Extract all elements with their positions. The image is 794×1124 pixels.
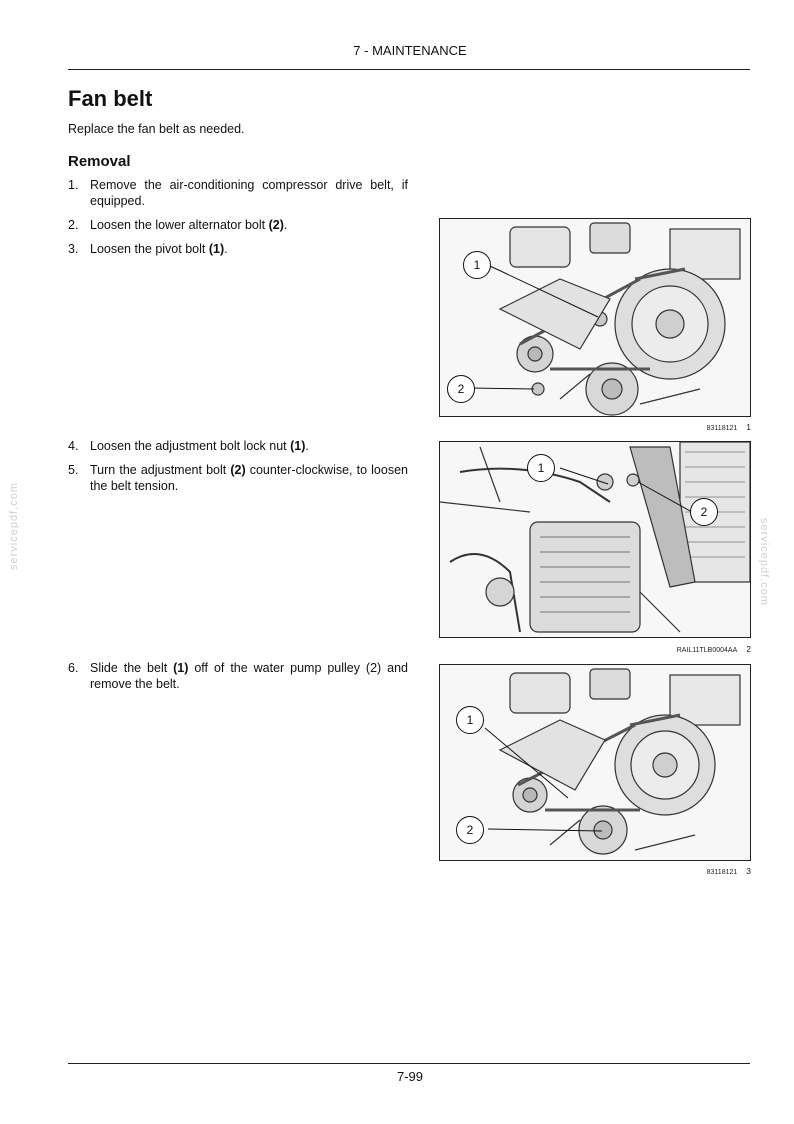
step-6 [68,660,408,692]
step-text: Loosen the pivot bolt (1). [90,242,228,256]
figure-3-callout-2: 2 [456,816,484,844]
step-2 [68,217,408,233]
step-1 [68,177,408,209]
step-number: 4. [68,439,79,453]
step-number: 2. [68,218,79,232]
page-number: 7-99 [396,1069,424,1084]
step-text: Slide the belt (1) off of the water pump pulley (2) and remove the belt. [90,661,408,691]
steps-group-1 [68,177,408,265]
step-text: Loosen the adjustment bolt lock nut (1). [90,439,309,453]
removal-heading: Removal [68,153,131,170]
figure-1-callout-2: 2 [447,375,475,403]
step-number: 1. [68,178,79,192]
step-number: 6. [68,661,79,675]
figure-3-belt-removal [439,664,751,861]
figure-1-drawing [440,219,750,416]
step-text: Loosen the lower alternator bolt (2). [90,218,288,232]
figure-2-drawing [440,442,750,637]
step-5 [68,462,408,494]
figure-3-drawing [440,665,750,860]
figure-2-alternator [439,441,751,638]
step-text: Turn the adjustment bolt (2) counter-clockwise, to loosen the belt tension. [90,463,408,493]
steps-group-2 [68,438,408,502]
step-text: Remove the air-conditioning compressor drive belt, if equipped. [90,178,408,208]
figure-1-callout-1: 1 [463,251,491,279]
step-number: 3. [68,242,79,256]
figure-2-callout-2: 2 [690,498,718,526]
intro-text: Replace the fan belt as needed. [68,122,245,136]
watermark-right: servicepdf.com [758,518,770,606]
figure-3-callout-1: 1 [456,706,484,734]
step-number: 5. [68,463,79,477]
figure-1-caption: 83118121 1 [706,422,751,432]
watermark-left: servicepdf.com [8,482,20,570]
step-4 [68,438,408,454]
steps-group-3 [68,660,408,700]
header-rule [68,69,750,70]
figure-2-callout-1: 1 [527,454,555,482]
footer-rule [68,1063,750,1064]
figure-2-caption: RAIL11TLB0004AA 2 [676,644,751,654]
page-title: Fan belt [68,86,153,111]
figure-1-engine-pulleys [439,218,751,417]
figure-3-caption: 83118121 3 [706,866,751,876]
step-3 [68,241,408,257]
section-header: 7 - MAINTENANCE [353,43,467,58]
